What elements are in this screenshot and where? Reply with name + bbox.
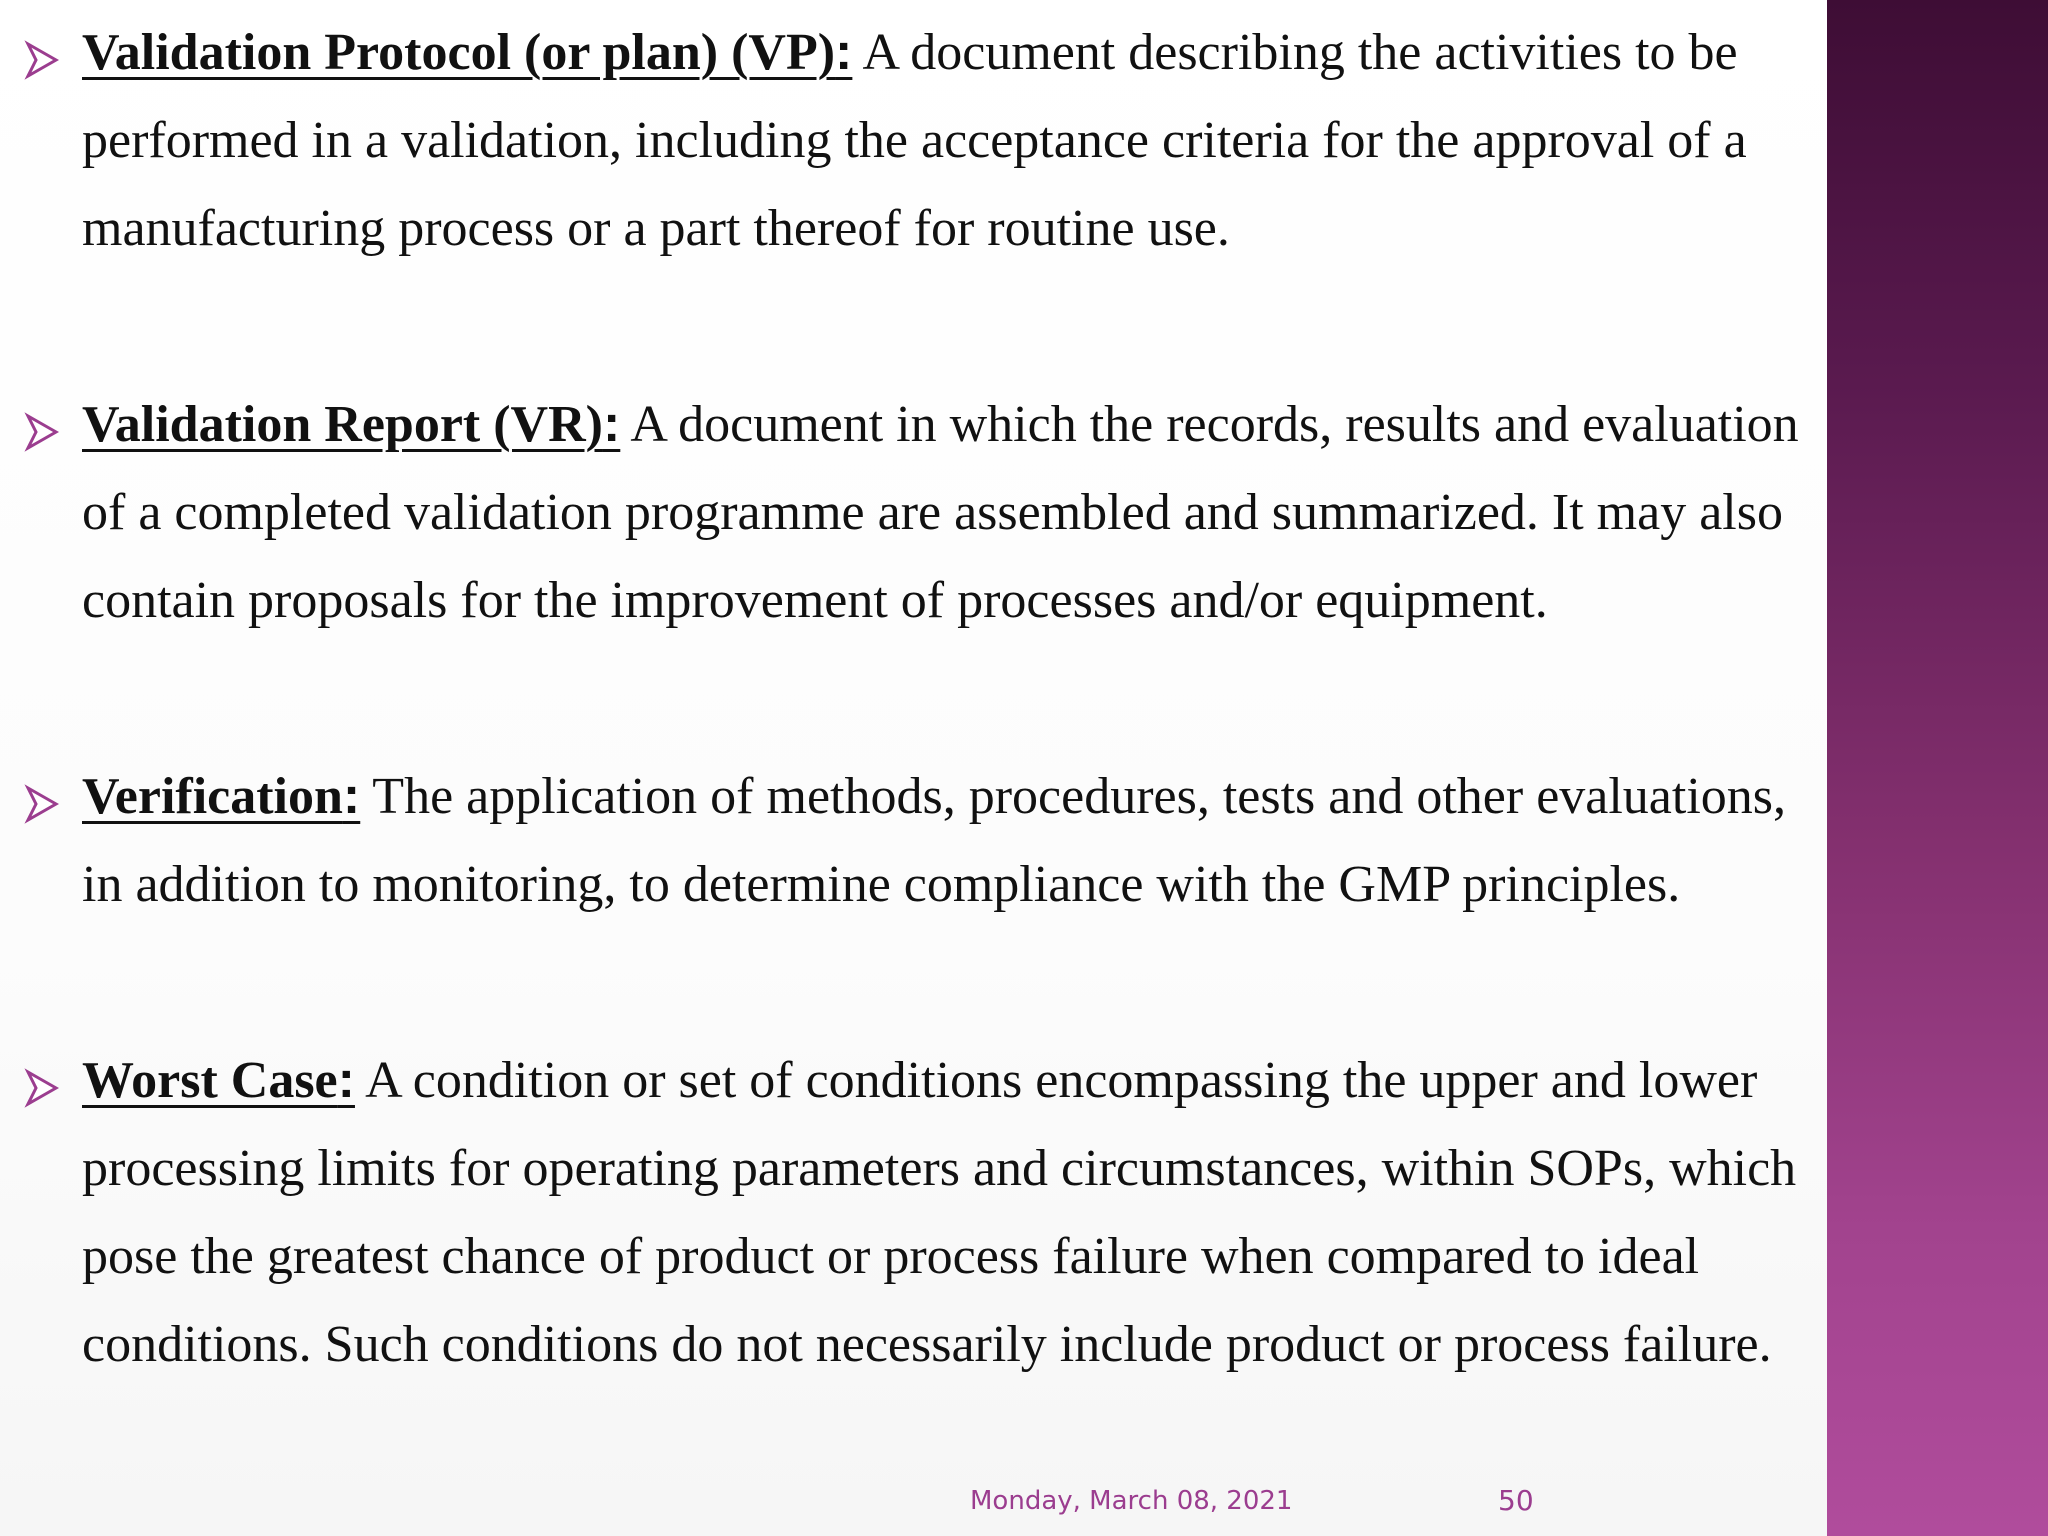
definition-colon: : (337, 1051, 355, 1109)
definition-term: Validation Report (VR) (82, 396, 603, 453)
definition-term: Verification (82, 768, 343, 825)
definition-text: A document describing the activities to be performed in a validation, including the acceptance criteria for the approval of a manufacturing process or a part thereof for routine use. (82, 24, 1747, 257)
triangle-arrow-bullet-icon (24, 40, 60, 80)
triangle-arrow-bullet-icon (24, 412, 60, 452)
definition-colon: : (602, 395, 621, 453)
triangle-arrow-bullet-icon (24, 784, 60, 824)
definition-paragraph (82, 1036, 1822, 1389)
decorative-side-band (1827, 0, 2048, 1536)
definition-text: A document in which the records, results and evaluation of a completed validation programme are assembled and summarized. It may also contain proposals for the improvement of processes and/or equipment. (82, 396, 1799, 629)
definition-paragraph (82, 752, 1822, 929)
definition-colon: : (835, 23, 853, 81)
definition-paragraph (82, 8, 1822, 273)
footer-date: Monday, March 08, 2021 (970, 1486, 1293, 1516)
triangle-arrow-bullet-icon (24, 1068, 60, 1108)
slide-page-number: 50 (1498, 1484, 1534, 1517)
definition-colon: : (342, 767, 361, 825)
definition-term: Worst Case (82, 1052, 338, 1109)
definition-text: A condition or set of conditions encompassing the upper and lower processing limits for operating parameters and circumstances, within SOPs, which pose the greatest chance of product or process failure when compared to ideal conditions. Such conditions do not necessarily include product or process failure. (82, 1052, 1797, 1373)
definition-term: Validation Protocol (or plan) (VP) (82, 24, 836, 81)
definition-text: The application of methods, procedures, tests and other evaluations, in addition to monitoring, to determine compliance with the GMP principles. (82, 768, 1787, 913)
definition-paragraph (82, 380, 1822, 645)
